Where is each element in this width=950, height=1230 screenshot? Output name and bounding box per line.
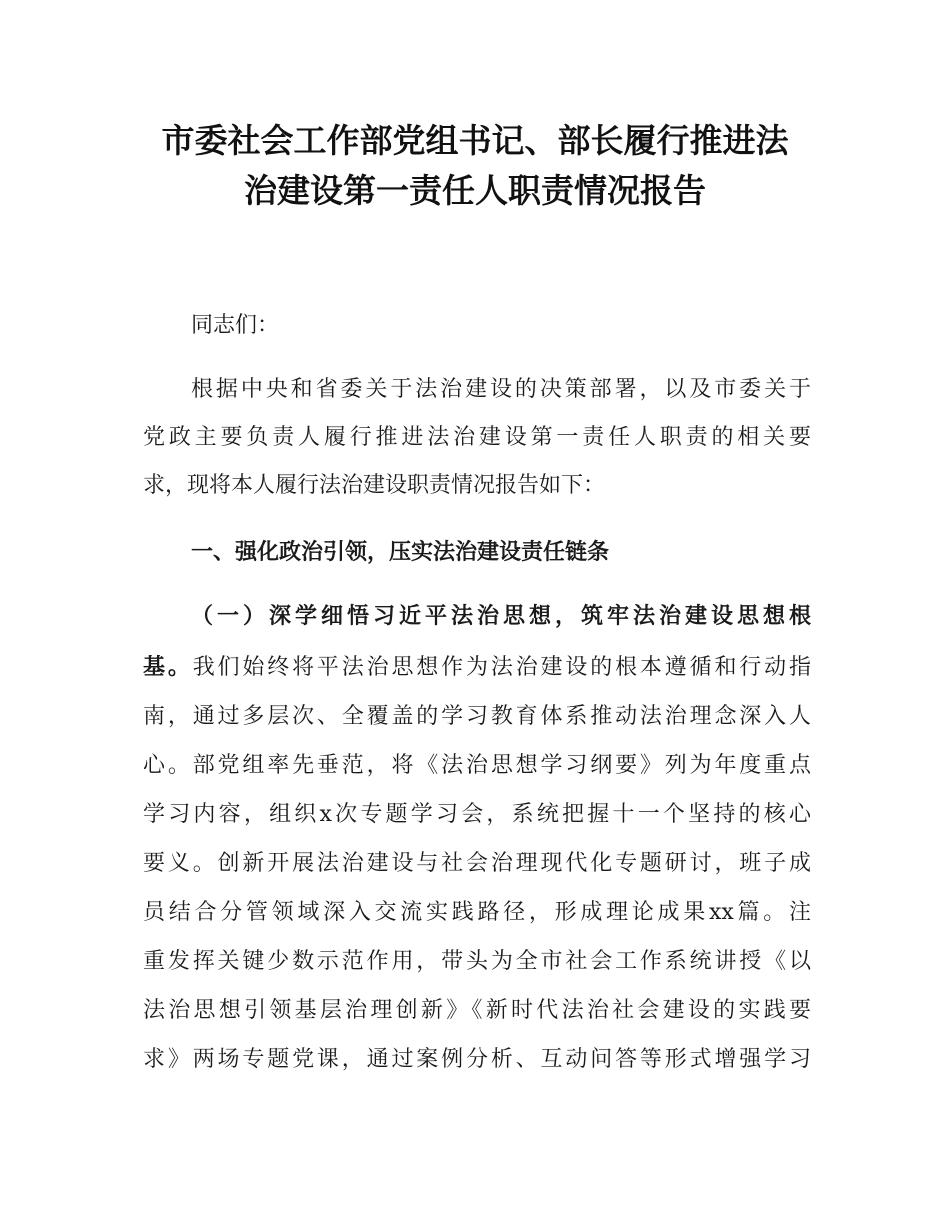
- document-title-line-2: 治建设第一责任人职责情况报告: [244, 171, 706, 210]
- body-line-3: 心。部党组率先垂范，将《法治思想学习纲要》列为年度重点: [143, 753, 811, 778]
- subsection-heading-1-end: 基。: [143, 655, 193, 680]
- body-line-2: 南，通过多层次、全覆盖的学习教育体系推动法治理念深入人: [143, 704, 811, 729]
- body-line-1-text: 我们始终将平法治思想作为法治建设的根本遵循和行动指: [192, 655, 811, 680]
- document-title-line-1: 市委社会工作部党组书记、部长履行推进法: [161, 121, 789, 160]
- intro-line-1: 根据中央和省委关于法治建设的决策部署，以及市委关于: [191, 377, 811, 402]
- body-line-5: 要义。创新开展法治建设与社会治理现代化专题研讨，班子成: [143, 851, 811, 876]
- body-line-9: 求》两场专题党课，通过案例分析、互动问答等形式增强学习: [143, 1047, 811, 1072]
- body-line-8: 法治思想引领基层治理创新》《新时代法治社会建设的实践要: [143, 998, 811, 1023]
- salutation: 同志们：: [191, 313, 280, 338]
- body-line-6: 员结合分管领域深入交流实践路径，形成理论成果xx篇。注: [143, 900, 811, 925]
- intro-line-3: 求，现将本人履行法治建设职责情况报告如下：: [143, 473, 606, 498]
- subsection-heading-1: （一）深学细悟习近平法治思想，筑牢法治建设思想根: [191, 604, 811, 629]
- intro-line-2: 党政主要负责人履行推进法治建设第一责任人职责的相关要: [143, 425, 811, 450]
- body-line-1: [143, 651, 811, 685]
- section-heading-1: 一、强化政治引领，压实法治建设责任链条: [191, 540, 610, 565]
- body-line-7: 重发挥关键少数示范作用，带头为全市社会工作系统讲授《以: [143, 949, 811, 974]
- body-line-4: 学习内容，组织x次专题学习会，系统把握十一个坚持的核心: [143, 802, 811, 827]
